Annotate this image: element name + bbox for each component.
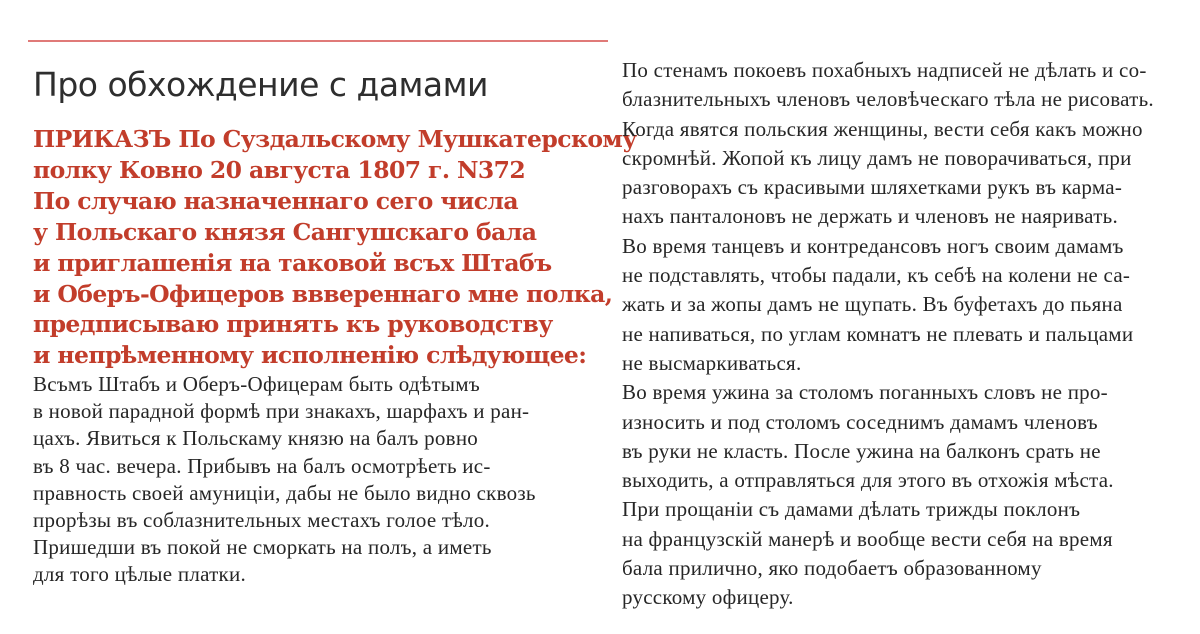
body-line: русскому офицеру. <box>622 585 794 610</box>
body-line: Во время танцевъ и контредансовъ ногъ своим дамамъ <box>622 233 1124 258</box>
body-line: правность своей амуниціи, дабы не было видно сквозь <box>33 480 536 505</box>
body-line: скромнѣй. Жопой къ лицу дамъ не поворачиваться, при <box>622 145 1132 170</box>
right-column <box>622 56 1182 613</box>
body-line: прорѣзы въ соблазнительных местахъ голое тѣло. <box>33 507 490 532</box>
order-line: ПРИКАЗЪ По Суздальскому Мушкатерскому <box>33 125 637 153</box>
order-line: По случаю назначеннаго сего числа <box>33 186 519 215</box>
body-line: разговорахъ съ красивыми шляхетками рукъ въ карма- <box>622 175 1123 200</box>
order-line: и приглашенія на таковой всъх Штабъ <box>33 248 552 277</box>
body-line: не высмаркиваться. <box>622 350 802 375</box>
body-line: цахъ. Явиться к Польскаму князю на балъ ровно <box>33 426 479 451</box>
article-heading: Про обхождение с дамами <box>33 65 488 104</box>
order-line: у Польскаго князя Сангушскаго бала <box>33 217 537 246</box>
body-line: При прощаніи съ дамами дѣлать трижды поклонъ <box>622 497 1081 522</box>
body-line: въ 8 час. вечера. Прибывъ на балъ осмотрѣеть ис- <box>33 453 491 478</box>
order-line: и непрѣменному исполненію слѣдующее: <box>33 341 587 370</box>
order-line: полку Ковно 20 августа 1807 г. N372 <box>33 155 526 184</box>
body-line: в новой парадной формѣ при знакахъ, шарфахъ и ран- <box>33 399 530 424</box>
body-line: блазнительныхъ членовъ человѣческаго тѣла не рисовать. <box>622 87 1154 112</box>
body-line: Во время ужина за столомъ поганныхъ словъ не про- <box>622 380 1108 405</box>
order-line: предписываю принять къ руководству <box>33 310 553 339</box>
body-line: не напиваться, по углам комнатъ не плевать и пальцами <box>622 321 1134 346</box>
order-block <box>33 124 637 371</box>
body-line: выходить, а отправляться для этого въ отхожія мѣста. <box>622 468 1114 493</box>
body-line: на французскій манерѣ и вообще вести себя на время <box>622 526 1113 551</box>
order-line: и Оберъ-Офицеров вввереннаго мне полка, <box>33 279 613 308</box>
body-line: нахъ панталоновъ не держать и членовъ не наяривать. <box>622 204 1118 229</box>
body-line: Когда явятся польския женщины, вести себя какъ можно <box>622 116 1143 141</box>
top-divider-rule <box>28 40 608 42</box>
body-line: Пришедши въ покой не сморкать на полъ, а иметь <box>33 534 492 559</box>
body-line: жать и за жопы дамъ не щупать. Въ буфетахъ до пьяна <box>622 292 1123 317</box>
body-line: износить и под столомъ соседнимъ дамамъ членовъ <box>622 409 1098 434</box>
body-line: Всъмъ Штабъ и Оберъ-Офицерам быть одѣтымъ <box>33 372 480 397</box>
body-line: бала прилично, яко подобаетъ образованному <box>622 556 1042 581</box>
body-line: По стенамъ покоевъ похабныхъ надписей не дѣлать и со- <box>622 58 1147 82</box>
body-line: не подставлять, чтобы падали, къ себѣ на колени не са- <box>622 263 1131 288</box>
left-body-text <box>33 371 613 588</box>
left-column <box>33 62 637 588</box>
body-line: въ руки не класть. После ужина на балконъ срать не <box>622 438 1101 463</box>
body-line: для того цѣлые платки. <box>33 561 246 586</box>
